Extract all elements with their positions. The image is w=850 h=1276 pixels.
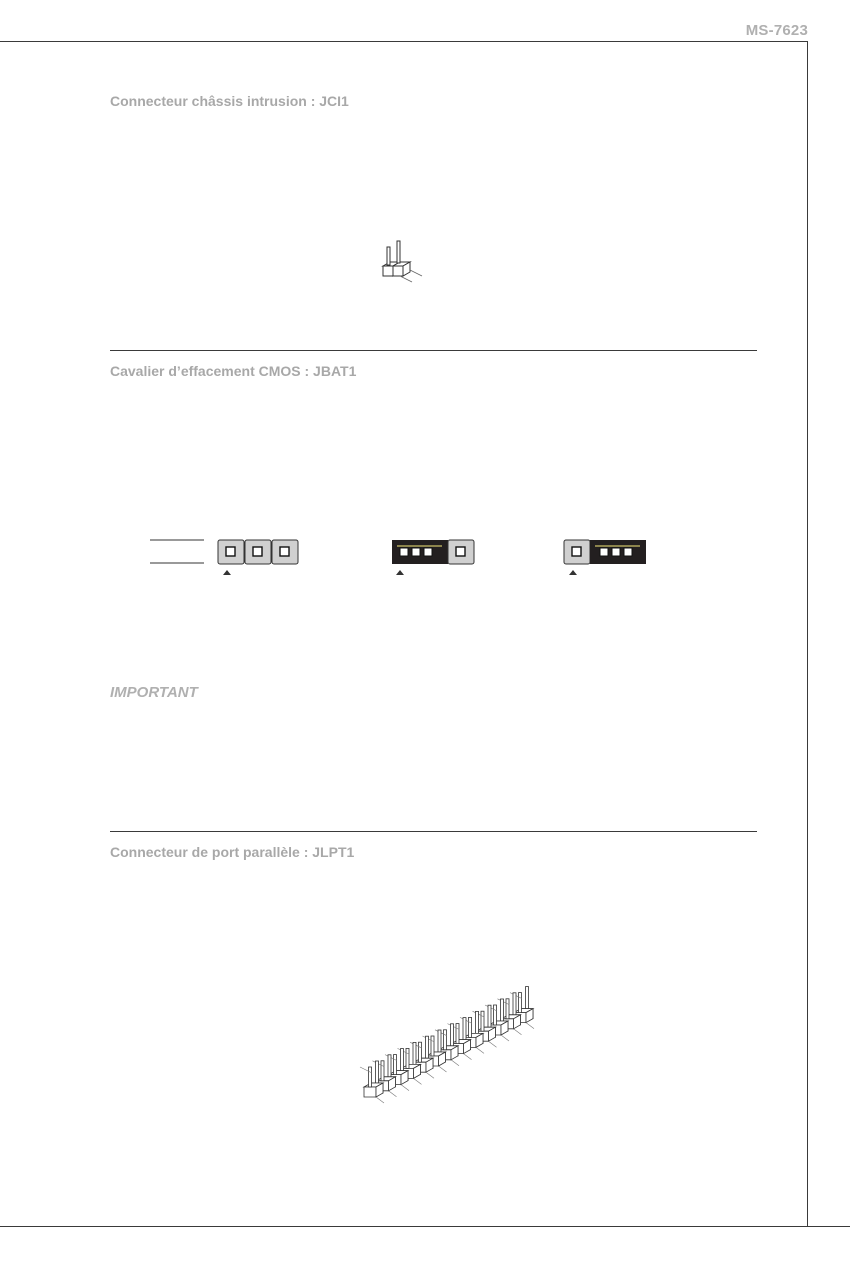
section-heading-jbat1: Cavalier d’effacement CMOS : JBAT1 xyxy=(110,363,357,379)
header-rule xyxy=(0,41,808,42)
section-heading-jci1: Connecteur châssis intrusion : JCI1 xyxy=(110,93,349,109)
jbat1-pins-1-2-capped xyxy=(392,540,474,575)
section-rule-1 xyxy=(110,350,757,351)
jci1-connector-diagram xyxy=(378,238,438,288)
section-heading-jlpt1: Connecteur de port parallèle : JLPT1 xyxy=(110,844,355,860)
section-rule-2 xyxy=(110,831,757,832)
model-number: MS-7623 xyxy=(745,22,808,39)
jbat1-pins-open xyxy=(218,540,298,575)
jbat1-pins-2-3-capped xyxy=(564,540,646,575)
jlpt1-connector-diagram xyxy=(330,975,570,1125)
footer-rule xyxy=(0,1226,850,1227)
right-margin-rule xyxy=(807,41,808,1226)
jbat1-jumper-diagram xyxy=(150,537,650,582)
important-title: IMPORTANT xyxy=(110,684,198,701)
